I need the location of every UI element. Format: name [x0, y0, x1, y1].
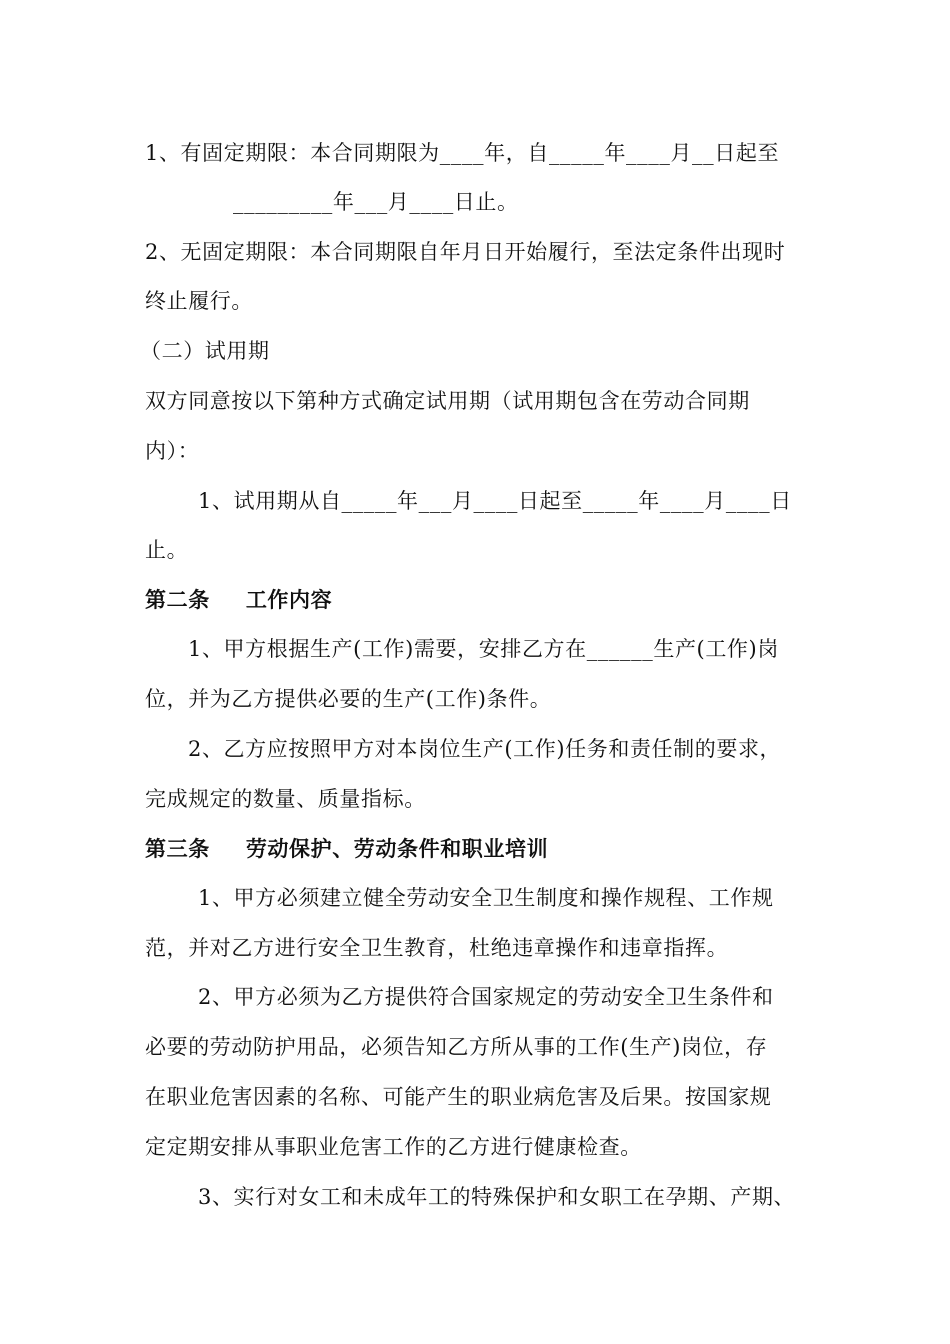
article-3-heading	[145, 834, 548, 864]
article-2-item-1-cont-line: 位，并为乙方提供必要的生产(工作)条件。	[145, 687, 552, 711]
article-3-item-1-cont-line: 范，并对乙方进行安全卫生教育，杜绝违章操作和违章指挥。	[145, 936, 729, 960]
article-3-item-2-line: 2、甲方必须为乙方提供符合国家规定的劳动安全卫生条件和	[198, 985, 774, 1009]
article-3-number: 第三条	[145, 836, 210, 861]
article-3-item-2-cont-line-1: 必要的劳动防护用品，必须告知乙方所从事的工作(生产)岗位，存	[145, 1035, 768, 1059]
article-2-title: 工作内容	[245, 587, 333, 612]
probation-intro-line: 双方同意按以下第种方式确定试用期（试用期包含在劳动合同期	[145, 389, 750, 413]
probation-heading: （二）试用期	[140, 339, 270, 363]
article-2-heading	[145, 585, 332, 615]
article-3-item-3-line: 3、实行对女工和未成年工的特殊保护和女职工在孕期、产期、	[198, 1185, 796, 1209]
term-fixed-end-line: _________年___月____日止。	[233, 190, 519, 214]
term-fixed-line: 1、有固定期限：本合同期限为____年，自_____年____月__日起至	[145, 141, 780, 165]
article-2-item-1-line: 1、甲方根据生产(工作)需要，安排乙方在______生产(工作)岗	[188, 637, 779, 661]
probation-term-cont-line: 止。	[145, 538, 189, 562]
article-3-item-2-cont-line-3: 定定期安排从事职业危害工作的乙方进行健康检查。	[145, 1135, 642, 1159]
article-3-item-1-line: 1、甲方必须建立健全劳动安全卫生制度和操作规程、工作规	[198, 886, 774, 910]
article-2-item-2-cont-line: 完成规定的数量、质量指标。	[145, 787, 426, 811]
term-open-line: 2、无固定期限：本合同期限自年月日开始履行，至法定条件出现时	[145, 240, 786, 264]
probation-term-line: 1、试用期从自_____年___月____日起至_____年____月____日	[198, 489, 792, 513]
article-3-title: 劳动保护、劳动条件和职业培训	[245, 836, 549, 861]
article-2-item-2-line: 2、乙方应按照甲方对本岗位生产(工作)任务和责任制的要求，	[188, 737, 782, 761]
probation-intro-cont-line: 内）：	[145, 439, 200, 463]
article-2-number: 第二条	[145, 587, 210, 612]
article-3-item-2-cont-line-2: 在职业危害因素的名称、可能产生的职业病危害及后果。按国家规	[145, 1085, 772, 1109]
term-open-cont-line: 终止履行。	[145, 289, 253, 313]
